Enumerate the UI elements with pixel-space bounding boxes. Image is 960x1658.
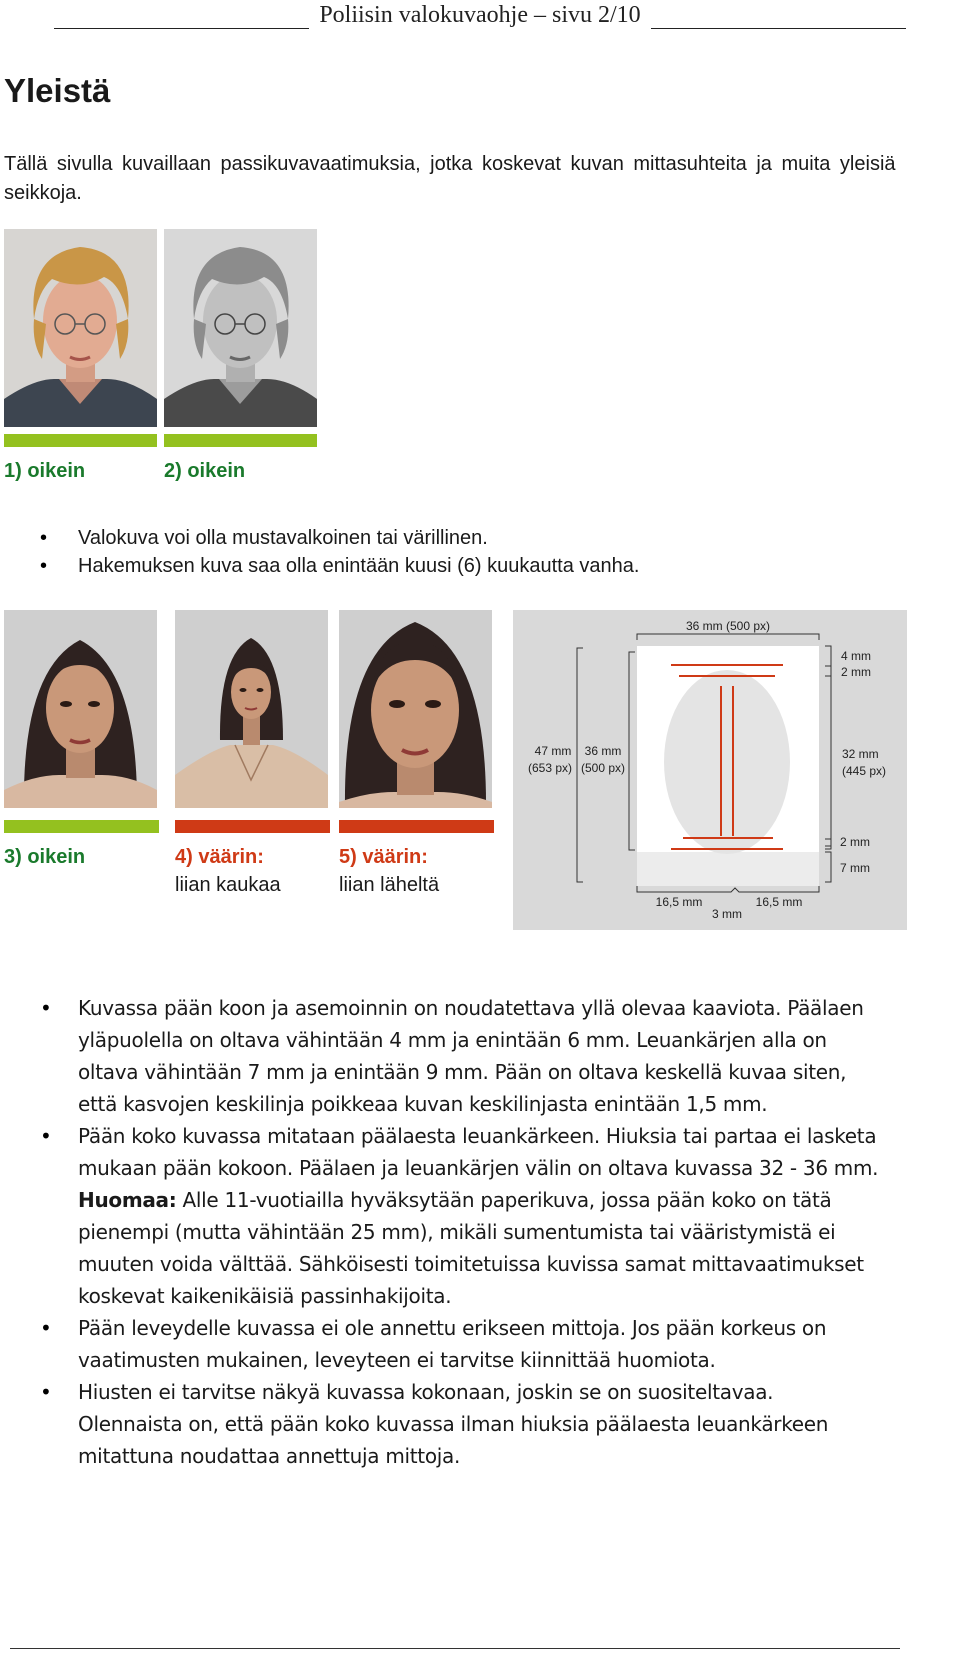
caption-example-5: 5) väärin: [339,846,428,868]
header-rule-right [651,8,906,29]
status-bar-wrong [339,820,494,833]
width-label: 36 mm (500 px) [685,619,771,633]
bullet-list-main [0,992,880,1472]
header-title: Poliisin valokuvaohje – sivu 2/10 [319,2,641,28]
list-item: • Valokuva voi olla mustavalkoinen tai värillinen. [0,524,900,552]
intro-paragraph: Tällä sivulla kuvaillaan passikuvavaatimuksia, jotka koskevat kuvan mittasuhteita ja muita yleisiä seikkoja. [4,153,896,204]
head-height-px: (445 px) [842,764,887,778]
footer-rule [10,1648,900,1649]
page-header [0,2,960,29]
photo-height-px: (500 px) [580,761,626,775]
status-bar-correct [4,820,159,833]
top-min-label: 4 mm [841,649,871,663]
right-margin-label: 16,5 mm [755,895,803,909]
list-item: • Hakemuksen kuva saa olla enintään kuusi (6) kuukautta vanha. [0,552,900,580]
status-bar-correct [4,434,157,447]
bullet-list-top [0,524,900,580]
list-item [0,1120,880,1312]
caption-example-3: 3) oikein [4,846,86,868]
status-bar-wrong [175,820,330,833]
caption-example-5-reason: liian läheltä [339,874,440,896]
caption-example-1: 1) oikein [4,460,86,482]
status-bar-correct [164,434,317,447]
dimension-diagram [513,610,907,930]
head-height-mm: 32 mm [842,747,879,761]
chin-range-label: 2 mm [840,835,870,849]
section-title: Yleistä [4,72,111,109]
photo-height-mm: 36 mm [584,744,622,758]
list-item: • Kuvassa pään koon ja asemoinnin on noudatettava yllä olevaa kaaviota. Päälaen yläpuolella on oltava vähintään 4 mm ja enintään 6 mm. Leuankärjen alla on oltava vähintään 7 mm ja enintään 9 mm. Pään on oltava keskellä kuvaa siten, että kasvojen keskilinja poikkeaa kuvan keskilinjasta enintään 1,5 mm. [0,992,880,1120]
photo-example-2-grayscale [164,229,317,427]
top-range-label: 2 mm [841,665,871,679]
total-height-px: (653 px) [527,761,573,775]
photo-example-4-too-far [175,610,328,808]
header-rule-left [54,8,309,29]
photo-example-5-too-close [339,610,492,808]
caption-example-4-reason: liian kaukaa [175,874,281,896]
list-item: • Pään leveydelle kuvassa ei ole annettu erikseen mittoja. Jos pään korkeus on vaatimusten mukainen, leveyteen ei tarvitse kiinnittää huomiota. [0,1312,880,1376]
head-oval [664,670,790,854]
photo-example-1-color [4,229,157,427]
list-item-text: Pään koko kuvassa mitataan päälaesta leuankärkeen. Hiuksia tai partaa ei lasketa mukaan pään kokoon. Päälaen ja leuankärjen välin on oltava kuvassa 32 - 36 mm. [78,1124,879,1180]
caption-example-4: 4) väärin: [175,846,264,868]
photo-example-3-correct [4,610,157,808]
total-height-mm: 47 mm [534,744,572,758]
caption-example-2: 2) oikein [164,460,246,482]
note-label: Huomaa: [78,1188,177,1212]
chin-zone [637,852,819,886]
list-item: • Hiusten ei tarvitse näkyä kuvassa kokonaan, joskin se on suositeltavaa. Olennaista on, että pään koko kuvassa ilman hiuksia päälaesta leuankärkeen mitattuna noudattaa annettuja mittoja. [0,1376,880,1472]
center-tolerance-label: 3 mm [712,907,742,921]
left-margin-label: 16,5 mm [655,895,703,909]
chin-min-label: 7 mm [840,861,870,875]
note-text: Alle 11-vuotiailla hyväksytään paperikuva, jossa pään koko on tätä pienempi (mutta vähintään 25 mm), mikäli sumentumista tai vääristymistä ei muuten voida välttää. Sähköisesti toimitetuissa kuvissa samat mittavaatimukset koskevat kaikenikäisiä passinhakijoita. [78,1188,864,1308]
